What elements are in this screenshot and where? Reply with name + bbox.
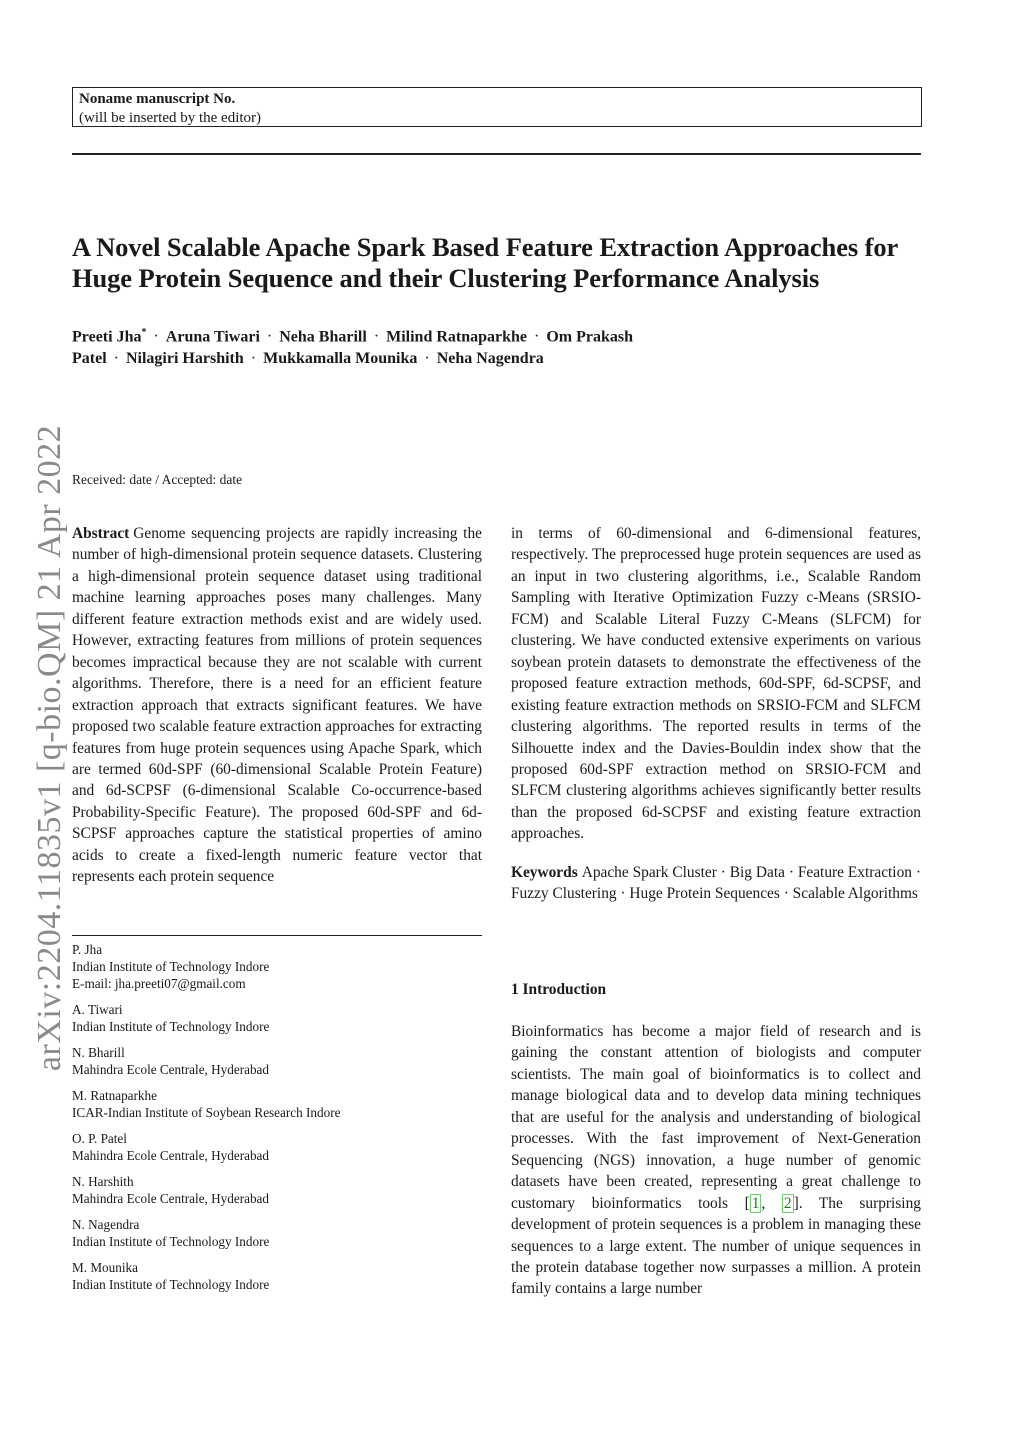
introduction-paragraph	[511, 1021, 921, 1300]
affiliation-name: O. P. Patel	[72, 1131, 127, 1147]
affiliation-name: A. Tiwari	[72, 1002, 123, 1018]
abstract-continuation: in terms of 60-dimensional and 6-dimensional features, respectively. The preprocessed huge protein sequences are used as an input in two clustering algorithms, i.e., Scalable Random Sampling with Iterative Optimization Fuzzy c-Means (SRSIO-FCM) and Scalable Literal Fuzzy C-Means (SLFCM) for clustering. We have conducted extensive experiments on various soybean protein datasets to demonstrate the effectiveness of the proposed feature extraction methods, 60d-SPF, 6d-SCPSF, and existing feature extraction methods on SRSIO-FCM and SLFCM clustering algorithms. The reported results in terms of the Silhouette index and the Davies-Bouldin index show that the proposed 60d-SPF extraction method on SRSIO-FCM and SLFCM clustering algorithms achieves significantly better results than the proposed 6d-SCPSF and existing feature extraction approaches.	[511, 525, 921, 843]
affiliation-item	[72, 1173, 492, 1207]
author-list	[72, 322, 932, 370]
intro-text-after-citation: ]. The surprising development of protein sequences is a problem in managing these sequences to a large extent. The number of unique sequences in the protein database together now surpasses a million. A protein family contains a large number	[511, 1194, 921, 1298]
affiliation-name: M. Ratnaparkhe	[72, 1088, 157, 1104]
affiliation-item	[72, 1001, 492, 1035]
author-separator: ·	[373, 328, 380, 346]
affiliation-item	[72, 1044, 492, 1078]
abstract-label: Abstract	[72, 525, 130, 542]
manuscript-title: Noname manuscript No.	[79, 91, 236, 107]
affiliation-name: M. Mounika	[72, 1260, 138, 1276]
affiliation-institution: ICAR-Indian Institute of Soybean Research Indore	[72, 1105, 341, 1121]
citation-separator: ,	[761, 1194, 782, 1212]
affiliation-name: N. Nagendra	[72, 1217, 140, 1233]
affiliation-item	[72, 1216, 492, 1250]
arxiv-stamp: arXiv:2204.11835v1 [q-bio.QM] 21 Apr 2022	[31, 424, 68, 1072]
affiliation-institution: Mahindra Ecole Centrale, Hyderabad	[72, 1148, 269, 1164]
author-name: Milind Ratnaparkhe	[386, 328, 528, 346]
keywords	[511, 862, 921, 905]
affiliation-institution: Indian Institute of Technology Indore	[72, 1277, 270, 1293]
affiliation-institution: Indian Institute of Technology Indore	[72, 1234, 270, 1250]
manuscript-header-box	[72, 87, 922, 127]
affiliation-institution: Indian Institute of Technology Indore	[72, 959, 270, 975]
abstract-left-column	[72, 523, 482, 888]
affiliation-email: E-mail: jha.preeti07@gmail.com	[72, 976, 246, 992]
intro-text-before-citation: Bioinformatics has become a major field of research and is gaining the constant attention of biologists and computer scientists. The main goal of bioinformatics is to collect and manage biological data and to develop data mining techniques that are useful for the analysis and understanding of biological processes. With the fast improvement of Next-Generation Sequencing (NGS) innovation, a huge number of genomic datasets have been created, representing a great challenge to customary bioinformatics tools [	[511, 1023, 921, 1212]
author-name: Neha Nagendra	[436, 350, 544, 368]
abstract-text-left: Genome sequencing projects are rapidly increasing the number of high-dimensional protein sequence datasets. Clustering a high-dimensional protein sequence dataset using traditional machine learning approaches poses many challenges. Many different feature extraction methods exist and are widely used. However, extracting features from millions of protein sequences becomes impractical because they are not scalable with current algorithms. Therefore, there is a need for an efficient feature extraction approach that extracts significant features. We have proposed two scalable feature extraction approaches for extracting features from huge protein sequences using Apache Spark, which are termed 60d-SPF (60-dimensional Scalable Protein Feature) and 6d-SCPSF (6-dimensional Scalable Co-occurrence-based Probability-Specific Feature). The proposed 60d-SPF and 6d-SCPSF approaches capture the statistical properties of amino acids to create a fixed-length numeric feature vector that represents each protein sequence	[72, 525, 482, 886]
section-heading-introduction: 1 Introduction	[511, 981, 607, 998]
author-separator: ·	[266, 328, 273, 346]
citation-link-1[interactable]: 1	[751, 1194, 760, 1212]
author-name: Patel	[72, 350, 107, 368]
author-separator: ·	[250, 350, 257, 368]
author-separator: ·	[534, 328, 540, 346]
author-name: Aruna Tiwari	[165, 328, 260, 346]
author-name: Preeti Jha	[72, 328, 142, 346]
corresponding-author-mark: *	[141, 327, 147, 338]
author-line-1	[72, 322, 932, 348]
paper-title: A Novel Scalable Apache Spark Based Feature Extraction Approaches for Huge Protein Sequence and their Clustering Performance Analysis	[72, 232, 898, 293]
received-date: Received: date / Accepted: date	[72, 472, 243, 487]
affiliation-item	[72, 1259, 492, 1293]
author-name: Neha Bharill	[279, 328, 367, 346]
affiliation-name: P. Jha	[72, 942, 103, 957]
manuscript-note: (will be inserted by the editor)	[79, 110, 262, 126]
author-separator: ·	[424, 350, 430, 368]
affiliations	[72, 941, 492, 1302]
affiliation-name: N. Harshith	[72, 1174, 134, 1190]
abstract-paragraph	[72, 523, 482, 888]
citation-link-2[interactable]: 2	[783, 1194, 792, 1212]
author-separator: ·	[113, 350, 119, 368]
affiliation-institution: Mahindra Ecole Centrale, Hyderabad	[72, 1191, 269, 1207]
footnote-rule	[72, 935, 482, 936]
header-rule	[72, 153, 921, 155]
keywords-text: Apache Spark Cluster · Big Data · Feature Extraction · Fuzzy Clustering · Huge Protein Sequences · Scalable Algorithms	[511, 863, 921, 903]
affiliation-name: N. Bharill	[72, 1045, 125, 1061]
affiliation-item	[72, 1130, 492, 1164]
abstract-right-column	[511, 523, 921, 905]
author-name: Om Prakash	[546, 328, 634, 346]
affiliation-institution: Mahindra Ecole Centrale, Hyderabad	[72, 1062, 269, 1078]
affiliation-item	[72, 941, 492, 993]
author-separator: ·	[153, 328, 159, 346]
author-name: Nilagiri Harshith	[125, 350, 244, 368]
affiliation-item	[72, 1087, 492, 1121]
author-name: Mukkamalla Mounika	[263, 350, 418, 368]
affiliation-institution: Indian Institute of Technology Indore	[72, 1019, 270, 1035]
keywords-label: Keywords	[511, 863, 578, 881]
author-line-2	[72, 348, 932, 370]
